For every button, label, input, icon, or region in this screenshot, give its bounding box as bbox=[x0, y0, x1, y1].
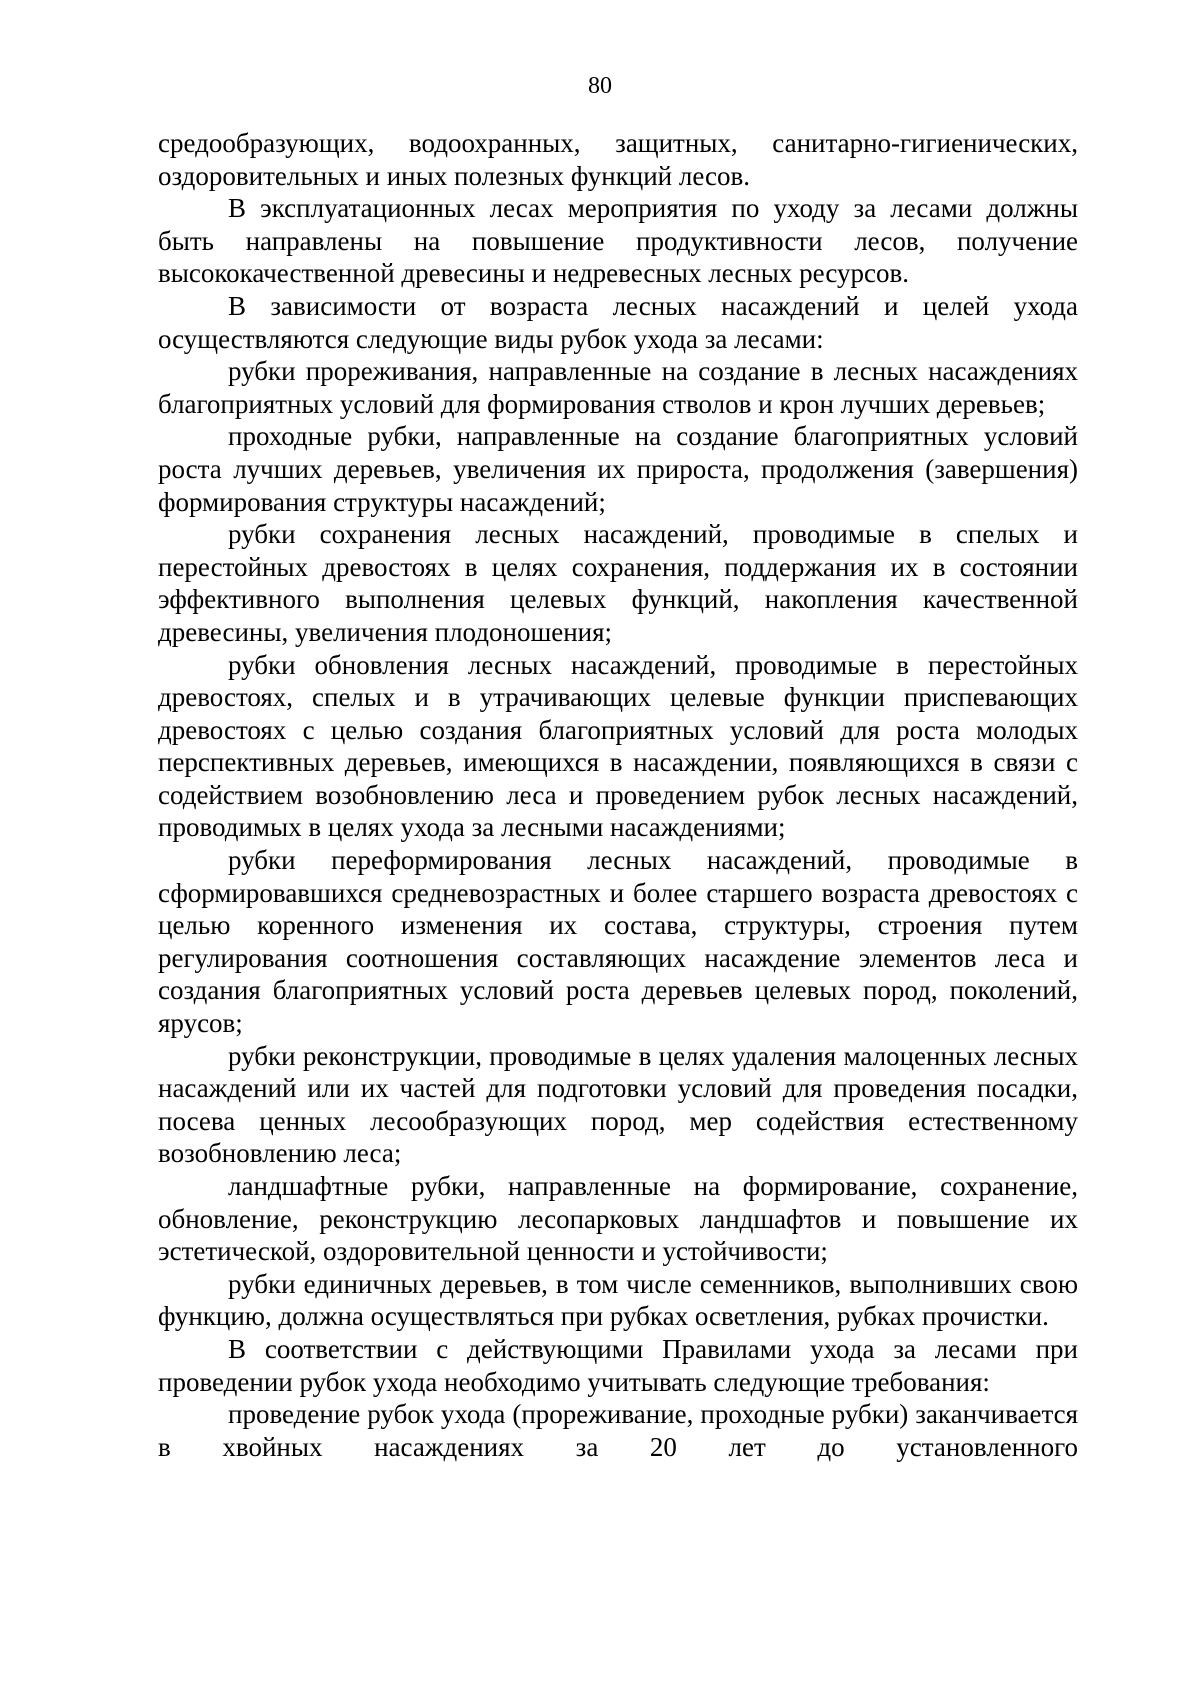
list-item-conservation-cuttings: рубки сохранения лесных насаждений, проводимые в спелых и перестойных древостоях в целях сохранения, поддержания их в состоянии эффективного выполнения целевых функций, накопления качественной древесины, увеличения плодоношения; bbox=[158, 519, 1078, 647]
list-item-completion-requirement: проведение рубок ухода (прореживание, проходные рубки) заканчивается в хвойных насаждениях за 20 лет до установленного bbox=[158, 1399, 1078, 1462]
list-item-thinning: рубки прореживания, направленные на создание в лесных насаждениях благоприятных условий для формирования стволов и крон лучших деревьев; bbox=[158, 356, 1078, 419]
body-text bbox=[158, 127, 1078, 1463]
list-item-reconstruction-cuttings: рубки реконструкции, проводимые в целях удаления малоценных лесных насаждений или их частей для подготовки условий для проведения посадки, посева ценных лесообразующих пород, мер содействия естественному возобновлению леса; bbox=[158, 1040, 1078, 1169]
list-item-landscape-cuttings: ландшафтные рубки, направленные на формирование, сохранение, обновление, реконструкцию лесопарковых ландшафтов и повышение их эстетической, оздоровительной ценности и устойчивости; bbox=[158, 1171, 1078, 1267]
paragraph-requirements-intro: В соответствии с действующими Правилами ухода за лесами при проведении рубок ухода необходимо учитывать следующие требования: bbox=[158, 1333, 1078, 1397]
page-number: 80 bbox=[588, 73, 612, 99]
list-item-reformation-cuttings: рубки переформирования лесных насаждений, проводимые в сформировавшихся средневозрастных и более старшего возраста древостоях с целью коренного изменения их состава, структуры, строения путем регулирования соотношения составляющих насаждение элементов леса и создания благоприятных условий роста деревьев целевых пород, поколений, ярусов; bbox=[158, 845, 1078, 1039]
list-item-passage-cuttings: проходные рубки, направленные на создание благоприятных условий роста лучших деревьев, увеличения их прироста, продолжения (завершения) формирования структуры насаждений; bbox=[158, 421, 1078, 517]
paragraph-types-intro: В зависимости от возраста лесных насаждений и целей ухода осуществляются следующие виды рубок ухода за лесами: bbox=[158, 290, 1078, 354]
list-item-renewal-cuttings: рубки обновления лесных насаждений, проводимые в перестойных древостоях, спелых и в утрачивающих целевые функции приспевающих древостоях с целью создания благоприятных условий для роста молодых перспективных деревьев, имеющихся в насаждении, появляющихся в связи с содействием возобновлению леса и проведением рубок лесных насаждений, проводимых в целях ухода за лесными насаждениями; bbox=[158, 649, 1078, 843]
paragraph-exploitation-forests: В эксплуатационных лесах мероприятия по уходу за лесами должны быть направлены на повышение продуктивности лесов, получение высококачественной древесины и недревесных лесных ресурсов. bbox=[158, 193, 1078, 289]
paragraph-continuation: средообразующих, водоохранных, защитных, санитарно-гигиенических, оздоровительных и иных полезных функций лесов. bbox=[158, 128, 1078, 191]
list-item-single-tree-cuttings: рубки единичных деревьев, в том числе семенников, выполнивших свою функцию, должна осуществляться при рубках осветления, рубках прочистки. bbox=[158, 1268, 1078, 1332]
